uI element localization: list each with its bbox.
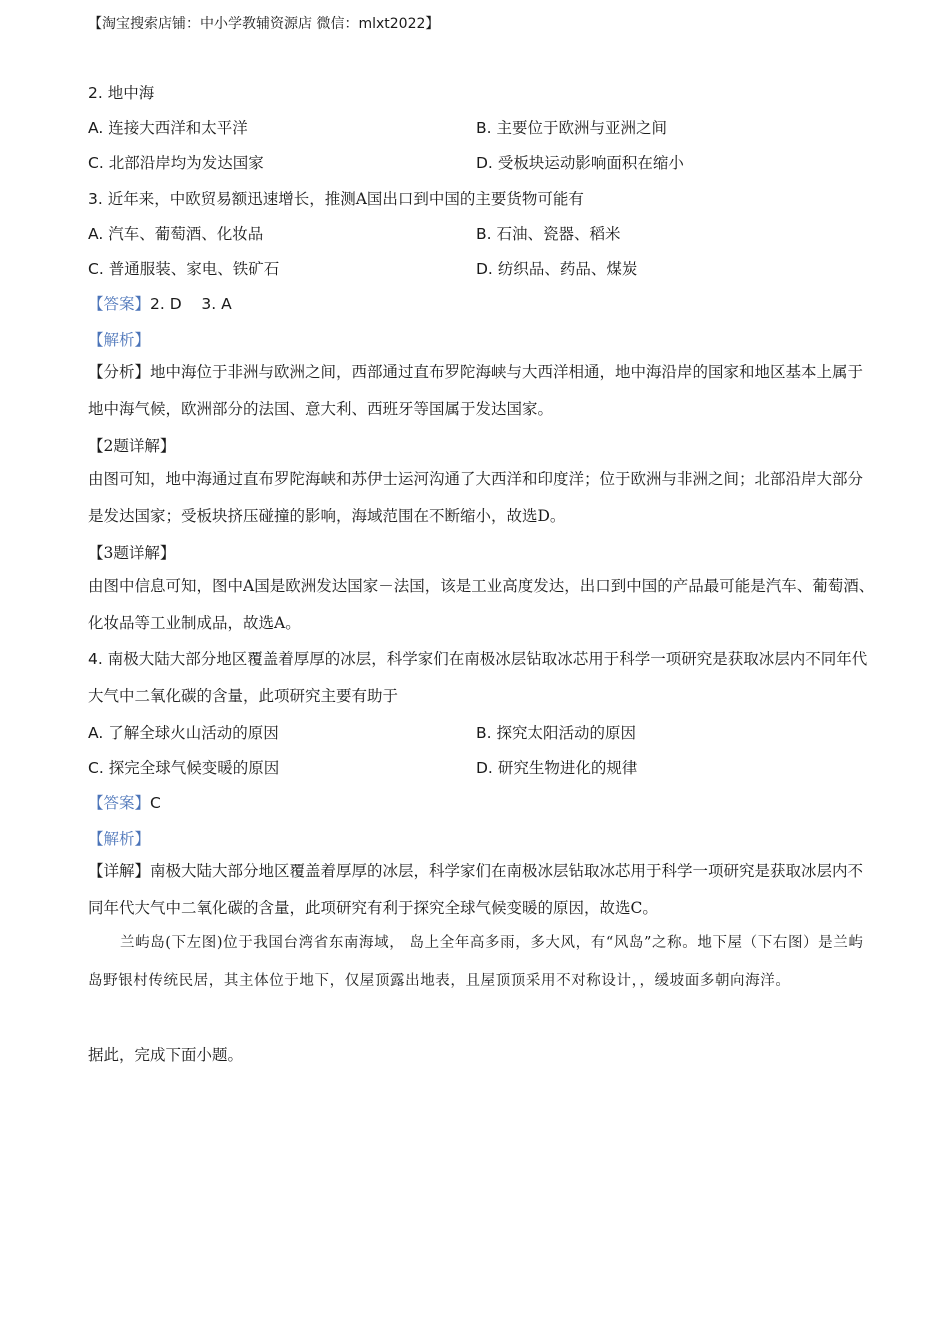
answer-line xyxy=(88,292,232,314)
question-number: 3. xyxy=(88,190,103,208)
option-a: A. 汽车、葡萄酒、化妆品 xyxy=(88,225,264,243)
instruction: 据此，完成下面小题。 xyxy=(88,1046,244,1064)
option-c: C. 普通服装、家电、铁矿石 xyxy=(88,260,280,278)
question-stem: 近年来，中欧贸易额迅速增长，推测A国出口到中国的主要货物可能有 xyxy=(107,190,584,208)
detail-text: 南极大陆大部分地区覆盖着厚厚的冰层，科学家们在南极冰层钻取冰芯用于科学一项研究是获取冰层内不同年代大气中二氧化碳的含量，此项研究有利于探究全球气候变暖的原因，故选C。 xyxy=(88,862,864,917)
question-number: 4. xyxy=(88,650,103,668)
answer-line xyxy=(88,791,161,813)
question-2 xyxy=(88,81,154,103)
analysis-tag: 【解析】 xyxy=(88,830,151,848)
option-d: D. 受板块运动影响面积在缩小 xyxy=(476,154,684,172)
question-stem: 南极大陆大部分地区覆盖着厚厚的冰层，科学家们在南极冰层钻取冰芯用于科学一项研究是获取冰层内不同年代大气中二氧化碳的含量，此项研究主要有助于 xyxy=(88,650,868,705)
option-d: D. 纺织品、药品、煤炭 xyxy=(476,260,638,278)
analysis-paragraph xyxy=(88,354,878,428)
detail-3-text: 由图中信息可知，图中A国是欧洲发达国家－法国，该是工业高度发达，出口到中国的产品最可能是汽车、葡萄酒、化妆品等工业制成品，故选A。 xyxy=(88,577,875,632)
option-a: A. 了解全球火山活动的原因 xyxy=(88,724,279,742)
question-stem: 地中海 xyxy=(107,84,155,102)
question-4 xyxy=(88,641,878,715)
page-header: 【淘宝搜索店铺：中小学教辅资源店 微信：mlxt2022】 xyxy=(88,16,440,32)
answer-text: C xyxy=(150,794,161,812)
option-b: B. 石油、瓷器、稻米 xyxy=(476,225,621,243)
answer-tag: 【答案】 xyxy=(88,295,151,313)
detail-3-tag: 【3题详解】 xyxy=(88,544,176,562)
answer-tag: 【答案】 xyxy=(88,794,151,812)
detail-label: 【详解】 xyxy=(88,862,151,880)
analysis-label: 【分析】 xyxy=(88,363,151,381)
reading-passage: 兰屿岛(下左图)位于我国台湾省东南海域， 岛上全年高多雨，多大风，有“风岛”之称。地下屋（下右图）是兰屿岛野银村传统民居，其主体位于地下，仅屋顶露出地表，且屋顶顶采用不对称设计，，缓坡面多朝向海洋。 xyxy=(88,935,864,989)
option-d: D. 研究生物进化的规律 xyxy=(476,759,638,777)
answer-text: 2. D 3. A xyxy=(150,295,232,313)
analysis-text: 地中海位于非洲与欧洲之间，西部通过直布罗陀海峡与大西洋相通，地中海沿岸的国家和地区基本上属于地中海气候，欧洲部分的法国、意大利、西班牙等国属于发达国家。 xyxy=(88,363,864,418)
analysis-tag: 【解析】 xyxy=(88,331,151,349)
detail-2-text: 由图可知，地中海通过直布罗陀海峡和苏伊士运河沟通了大西洋和印度洋；位于欧洲与非洲之间；北部沿岸大部分是发达国家；受板块挤压碰撞的影响，海域范围在不断缩小，故选D。 xyxy=(88,470,864,525)
question-3 xyxy=(88,187,584,209)
option-b: B. 探究太阳活动的原因 xyxy=(476,724,637,742)
option-c: C. 北部沿岸均为发达国家 xyxy=(88,154,264,172)
option-b: B. 主要位于欧洲与亚洲之间 xyxy=(476,119,668,137)
detail-2-tag: 【2题详解】 xyxy=(88,437,176,455)
question-number: 2. xyxy=(88,84,103,102)
option-c: C. 探完全球气候变暖的原因 xyxy=(88,759,280,777)
option-a: A. 连接大西洋和太平洋 xyxy=(88,119,248,137)
detail-4-paragraph xyxy=(88,853,878,927)
